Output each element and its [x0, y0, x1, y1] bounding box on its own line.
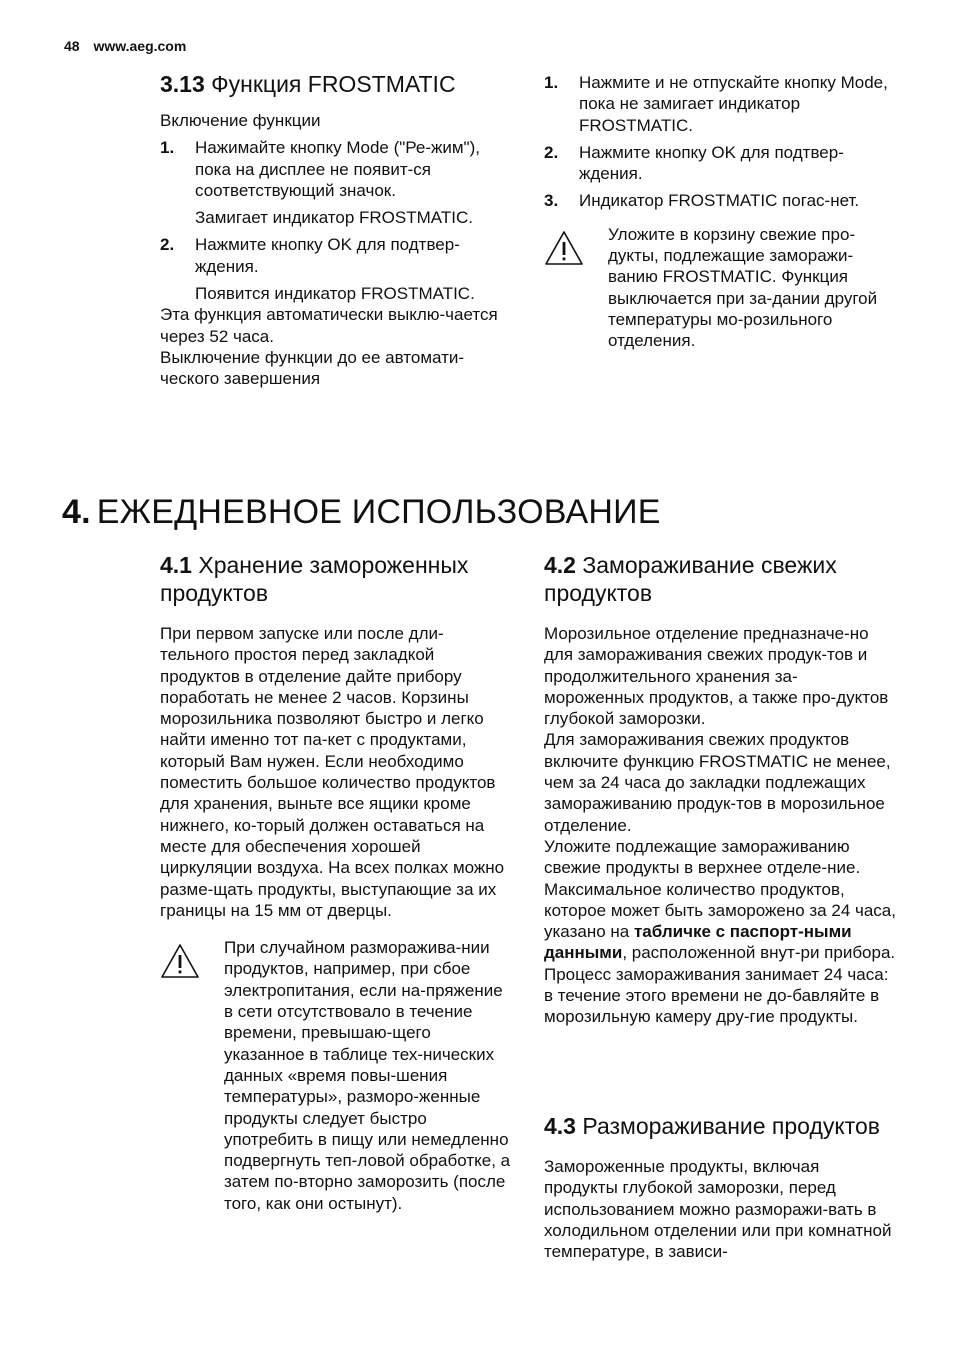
paragraph: Морозильное отделение предназначе-но для замораживания свежих продук-тов и продолжительного хранения за-мороженных продуктов, а также про-дуктов глубокой заморозки.	[544, 624, 889, 729]
section-heading: 4.3 Размораживание продуктов	[544, 1113, 880, 1139]
step-note: Замигает индикатор FROSTMATIC.	[195, 208, 473, 228]
warning-note	[544, 224, 896, 352]
page-header	[64, 38, 186, 54]
step: 1. Нажмите и не отпускайте кнопку Mode, пока не замигает индикатор FROSTMATIC.	[544, 73, 888, 135]
auto-off-text: Эта функция автоматически выклю-чается через 52 часа.	[160, 305, 498, 346]
subheading-enable: Включение функции	[160, 111, 321, 130]
step: 2. Нажмите кнопку OK для подтвер-ждения.	[544, 142, 844, 184]
paragraph: Максимальное количество продуктов, которое может быть заморожено за 24 часа, указано на табличке с паспорт-ными данными, расположенной внут-ри прибора.	[544, 879, 896, 963]
section-4-2	[544, 551, 896, 1028]
step: 2. Нажмите кнопку OK для подтвер-ждения.	[160, 235, 460, 276]
warning-triangle-icon	[160, 943, 200, 979]
warning-note	[160, 937, 512, 1214]
step: 1. Нажимайте кнопку Mode ("Ре-жим"), пока на дисплее не появит-ся соответствующий значок.	[160, 138, 480, 200]
section-4-3	[544, 1112, 896, 1262]
body-text: Замороженные продукты, включая продукты глубокой заморозки, перед использованием можно разморажи-вать в холодильном отделении или при комнатной температуре, в зависи-	[544, 1157, 892, 1262]
section-4-1	[160, 551, 512, 1214]
rating-plate-link-text: табличке с паспорт-ными данными	[544, 922, 852, 963]
warning-triangle-icon	[544, 230, 584, 266]
section-3-13	[160, 70, 512, 390]
subheading-disable: Выключение функции до ее автомати-ческого завершения	[160, 347, 465, 389]
page-number: 48	[64, 38, 80, 54]
section-heading: 4.1 Хранение замороженных продуктов	[160, 552, 469, 606]
warning-text: Уложите в корзину свежие про-дукты, подлежащие заморажи-ванию FROSTMATIC. Функция выключается при за-дании другой температуры мо-розильного отделения.	[608, 224, 878, 351]
paragraph: Уложите подлежащие замораживанию свежие продукты в верхнее отделе-ние.	[544, 836, 861, 878]
chapter-title: 4. ЕЖЕДНЕВНОЕ ИСПОЛЬЗОВАНИЕ	[62, 493, 661, 531]
step: 3. Индикатор FROSTMATIC погас-нет.	[544, 191, 860, 211]
section-heading: 3.13 Функция FROSTMATIC	[160, 71, 456, 97]
section-heading: 4.2 Замораживание свежих продуктов	[544, 552, 837, 606]
paragraph: Для замораживания свежих продуктов включите функцию FROSTMATIC не менее, чем за 24 часа до закладки подлежащих замораживанию продук-тов в морозильное отделение.	[544, 730, 891, 835]
warning-text: При случайном разморажива-нии продуктов, например, при сбое электропитания, если на-пряжение в сети отсутствовало в течение времени, превышаю-щего указанное в таблице тех-нических данных «время повы-шения температуры», разморо-женные продукты следует быстро употребить в пищу или немедленно подвергнуть теп-ловой обработке, а затем по-вторно заморозить (после того, как они остынут).	[224, 938, 511, 1213]
paragraph: Процесс замораживания занимает 24 часа: в течение этого времени не до-бавляйте в морозильную камеру дру-гие продукты.	[544, 964, 889, 1027]
body-text: При первом запуске или после дли-тельного простоя перед закладкой продуктов в отделение дайте прибору поработать не менее 2 часов. Корзины морозильника позволяют быстро и легко найти именно тот па-кет с продуктами, который Вам нужен. Если необходимо поместить большое количество продуктов для хранения, выньте все ящики кроме нижнего, ко-торый должен оставаться на месте для обеспечения хорошей циркуляции воздуха. На всех полках можно разме-щать продукты, выступающие за их границы на 15 мм от дверцы.	[160, 624, 505, 920]
step-note: Появится индикатор FROSTMATIC.	[195, 284, 475, 304]
page-url: www.aeg.com	[93, 38, 187, 54]
section-3-13-continued	[544, 72, 896, 352]
